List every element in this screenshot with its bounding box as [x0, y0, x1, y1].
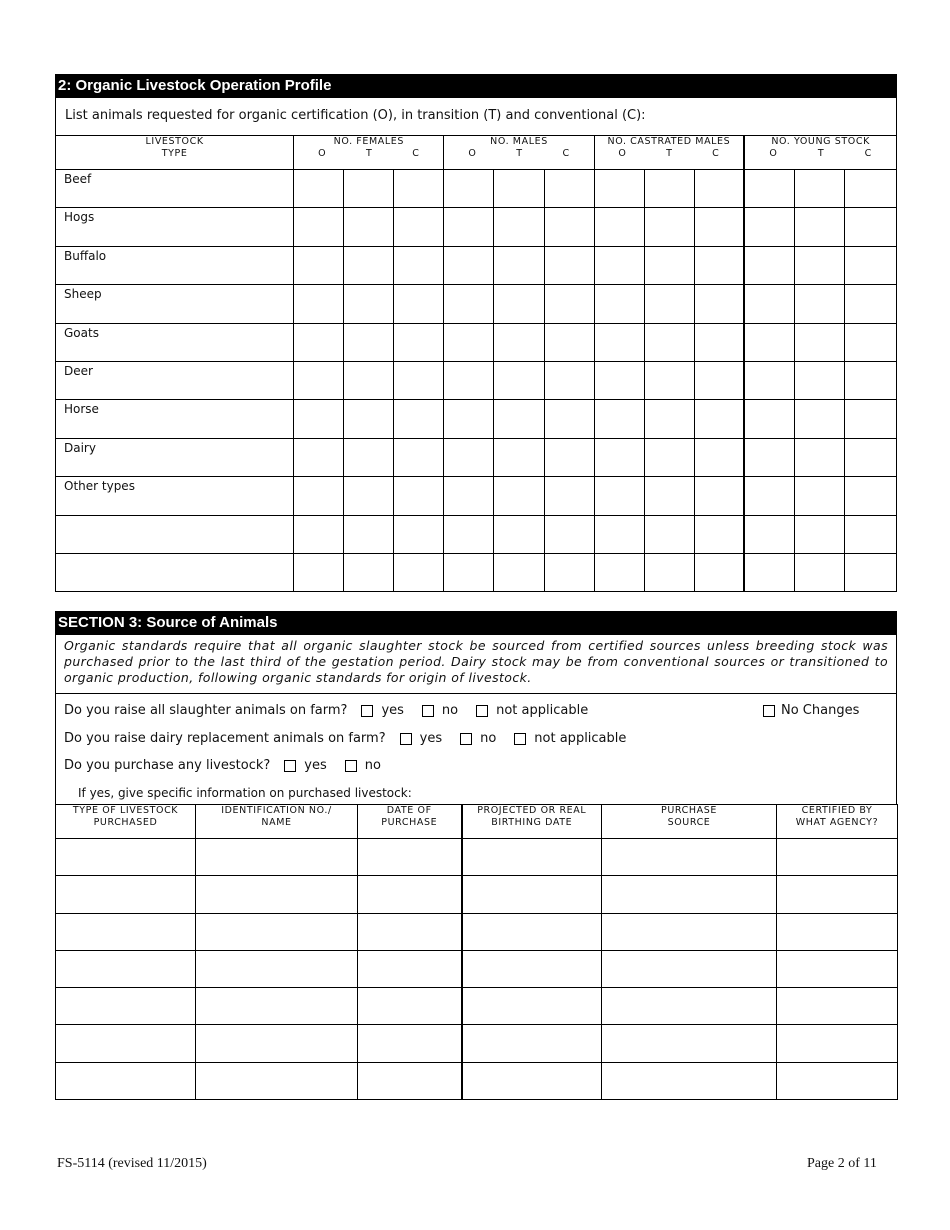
- page-number: Page 2 of 11: [807, 1156, 877, 1171]
- slaughter-yes-checkbox[interactable]: [361, 705, 373, 717]
- count-cell[interactable]: [594, 553, 644, 591]
- livestock-type-cell[interactable]: Dairy: [56, 438, 294, 476]
- section2-title: 2: Organic Livestock Operation Profile: [55, 74, 897, 97]
- purchased-cell[interactable]: [602, 1062, 777, 1099]
- count-cell[interactable]: [794, 285, 844, 323]
- if-yes-instruction: If yes, give specific information on purchased livestock:: [78, 786, 412, 800]
- count-cell[interactable]: [294, 515, 344, 553]
- question-slaughter: [64, 703, 592, 718]
- question-purchase-label: Do you purchase any livestock?: [64, 758, 271, 773]
- count-cell[interactable]: [344, 400, 394, 438]
- purchased-column-header: TYPE OF LIVESTOCK PURCHASED: [56, 805, 196, 839]
- purchase-yes-checkbox[interactable]: [284, 760, 296, 772]
- no-changes-label: No Changes: [781, 703, 860, 718]
- count-cell[interactable]: [494, 553, 544, 591]
- purchased-cell[interactable]: [358, 913, 462, 950]
- purchased-cell[interactable]: [602, 1025, 777, 1062]
- livestock-type-cell[interactable]: Deer: [56, 361, 294, 399]
- purchased-cell[interactable]: [777, 988, 898, 1025]
- count-cell[interactable]: [444, 246, 494, 284]
- count-cell[interactable]: [794, 477, 844, 515]
- purchased-cell[interactable]: [777, 839, 898, 876]
- count-cell[interactable]: [844, 285, 896, 323]
- purchased-row: [56, 988, 898, 1025]
- count-cell[interactable]: [844, 246, 896, 284]
- question-purchase: [64, 758, 385, 773]
- count-cell[interactable]: [794, 553, 844, 591]
- purchased-cell[interactable]: [358, 839, 462, 876]
- purchased-cell[interactable]: [56, 1062, 196, 1099]
- count-cell[interactable]: [844, 477, 896, 515]
- count-cell[interactable]: [544, 553, 594, 591]
- option-label: yes: [381, 703, 404, 718]
- dairy-yes-checkbox[interactable]: [400, 733, 412, 745]
- count-cell[interactable]: [344, 170, 394, 208]
- count-cell[interactable]: [844, 170, 896, 208]
- count-cell[interactable]: [594, 361, 644, 399]
- count-cell[interactable]: [744, 400, 794, 438]
- count-cell[interactable]: [844, 553, 896, 591]
- castrated-males-header: NO. CASTRATED MALES O T C: [594, 136, 744, 170]
- count-cell[interactable]: [794, 515, 844, 553]
- count-cell[interactable]: [694, 477, 744, 515]
- no-changes: [763, 703, 859, 718]
- count-cell[interactable]: [394, 208, 444, 246]
- count-cell[interactable]: [394, 246, 444, 284]
- count-cell[interactable]: [494, 246, 544, 284]
- count-cell[interactable]: [494, 208, 544, 246]
- purchased-cell[interactable]: [462, 1062, 602, 1099]
- livestock-type-cell[interactable]: [56, 553, 294, 591]
- purchased-cell[interactable]: [462, 913, 602, 950]
- count-cell[interactable]: [844, 361, 896, 399]
- males-header: NO. MALES O T C: [444, 136, 594, 170]
- purchased-cell[interactable]: [358, 1025, 462, 1062]
- purchased-row: [56, 1062, 898, 1099]
- count-cell[interactable]: [544, 438, 594, 476]
- count-cell[interactable]: [644, 477, 694, 515]
- count-cell[interactable]: [344, 323, 394, 361]
- count-cell[interactable]: [694, 170, 744, 208]
- section3-title: SECTION 3: Source of Animals: [55, 611, 897, 634]
- count-cell[interactable]: [544, 361, 594, 399]
- count-cell[interactable]: [544, 400, 594, 438]
- livestock-row: [56, 438, 897, 476]
- count-cell[interactable]: [394, 323, 444, 361]
- livestock-type-cell[interactable]: [56, 515, 294, 553]
- count-cell[interactable]: [494, 361, 544, 399]
- count-cell[interactable]: [444, 477, 494, 515]
- purchased-column-header: DATE OF PURCHASE: [358, 805, 462, 839]
- count-cell[interactable]: [594, 285, 644, 323]
- count-cell[interactable]: [744, 246, 794, 284]
- purchased-cell[interactable]: [196, 876, 358, 913]
- count-cell[interactable]: [744, 515, 794, 553]
- count-cell[interactable]: [794, 170, 844, 208]
- count-cell[interactable]: [744, 285, 794, 323]
- purchased-cell[interactable]: [56, 913, 196, 950]
- count-cell[interactable]: [644, 515, 694, 553]
- count-cell[interactable]: [344, 246, 394, 284]
- dairy-no-checkbox[interactable]: [460, 733, 472, 745]
- purchased-cell[interactable]: [602, 839, 777, 876]
- livestock-type-header: LIVESTOCK TYPE: [56, 136, 294, 170]
- purchased-cell[interactable]: [777, 876, 898, 913]
- purchase-no-checkbox[interactable]: [345, 760, 357, 772]
- purchased-cell[interactable]: [602, 876, 777, 913]
- purchased-cell[interactable]: [777, 1062, 898, 1099]
- count-cell[interactable]: [294, 477, 344, 515]
- count-cell[interactable]: [444, 515, 494, 553]
- count-cell[interactable]: [494, 323, 544, 361]
- livestock-type-cell[interactable]: Hogs: [56, 208, 294, 246]
- young-stock-header: NO. YOUNG STOCK O T C: [744, 136, 896, 170]
- purchased-cell[interactable]: [602, 988, 777, 1025]
- count-cell[interactable]: [644, 553, 694, 591]
- purchased-cell[interactable]: [56, 839, 196, 876]
- count-cell[interactable]: [644, 361, 694, 399]
- purchased-cell[interactable]: [358, 988, 462, 1025]
- count-cell[interactable]: [744, 553, 794, 591]
- count-cell[interactable]: [444, 323, 494, 361]
- count-cell[interactable]: [544, 515, 594, 553]
- count-cell[interactable]: [844, 438, 896, 476]
- count-cell[interactable]: [594, 246, 644, 284]
- count-cell[interactable]: [294, 285, 344, 323]
- section2-instruction: List animals requested for organic certification (O), in transition (T) and conventional (C):: [55, 97, 897, 136]
- purchased-cell[interactable]: [358, 876, 462, 913]
- count-cell[interactable]: [844, 208, 896, 246]
- count-cell[interactable]: [644, 438, 694, 476]
- livestock-row: [56, 400, 897, 438]
- purchased-column-header: PURCHASE SOURCE: [602, 805, 777, 839]
- count-cell[interactable]: [594, 515, 644, 553]
- form-id: FS-5114 (revised 11/2015): [57, 1156, 207, 1171]
- count-cell[interactable]: [344, 285, 394, 323]
- count-cell[interactable]: [744, 361, 794, 399]
- section3-note-box: [55, 634, 897, 694]
- livestock-type-cell[interactable]: Goats: [56, 323, 294, 361]
- count-cell[interactable]: [294, 246, 344, 284]
- purchased-cell[interactable]: [196, 839, 358, 876]
- count-cell[interactable]: [694, 323, 744, 361]
- count-cell[interactable]: [344, 515, 394, 553]
- count-cell[interactable]: [394, 285, 444, 323]
- option-label: no: [441, 703, 459, 718]
- count-cell[interactable]: [494, 477, 544, 515]
- option-label: not applicable: [534, 731, 627, 746]
- livestock-type-cell[interactable]: Beef: [56, 170, 294, 208]
- count-cell[interactable]: [294, 438, 344, 476]
- count-cell[interactable]: [494, 438, 544, 476]
- count-cell[interactable]: [594, 400, 644, 438]
- count-cell[interactable]: [294, 361, 344, 399]
- count-cell[interactable]: [294, 400, 344, 438]
- count-cell[interactable]: [694, 553, 744, 591]
- purchased-row: [56, 876, 898, 913]
- count-cell[interactable]: [394, 361, 444, 399]
- count-cell[interactable]: [594, 170, 644, 208]
- question-dairy-label: Do you raise dairy replacement animals on farm?: [64, 731, 386, 746]
- livestock-row: [56, 515, 897, 553]
- count-cell[interactable]: [494, 170, 544, 208]
- count-cell[interactable]: [394, 553, 444, 591]
- count-cell[interactable]: [444, 208, 494, 246]
- count-cell[interactable]: [494, 400, 544, 438]
- purchased-row: [56, 913, 898, 950]
- count-cell[interactable]: [294, 170, 344, 208]
- purchased-cell[interactable]: [358, 950, 462, 987]
- count-cell[interactable]: [694, 361, 744, 399]
- count-cell[interactable]: [694, 515, 744, 553]
- livestock-type-cell[interactable]: Sheep: [56, 285, 294, 323]
- dairy-na-checkbox[interactable]: [514, 733, 526, 745]
- purchased-cell[interactable]: [196, 988, 358, 1025]
- purchased-column-header: PROJECTED OR REAL BIRTHING DATE: [462, 805, 602, 839]
- purchased-cell[interactable]: [196, 1025, 358, 1062]
- count-cell[interactable]: [344, 208, 394, 246]
- females-header: NO. FEMALES O T C: [294, 136, 444, 170]
- count-cell[interactable]: [394, 477, 444, 515]
- livestock-row: [56, 553, 897, 591]
- purchased-cell[interactable]: [462, 876, 602, 913]
- option-label: yes: [304, 758, 327, 773]
- purchased-cell[interactable]: [196, 913, 358, 950]
- purchased-row: [56, 839, 898, 876]
- livestock-table: [55, 135, 897, 592]
- option-label: not applicable: [496, 703, 589, 718]
- count-cell[interactable]: [444, 400, 494, 438]
- count-cell[interactable]: [694, 208, 744, 246]
- option-label: yes: [419, 731, 443, 746]
- count-cell[interactable]: [644, 170, 694, 208]
- purchased-cell[interactable]: [56, 876, 196, 913]
- slaughter-no-checkbox[interactable]: [422, 705, 434, 717]
- livestock-row: [56, 477, 897, 515]
- count-cell[interactable]: [444, 170, 494, 208]
- livestock-row: [56, 170, 897, 208]
- count-cell[interactable]: [744, 477, 794, 515]
- purchased-cell[interactable]: [196, 1062, 358, 1099]
- purchased-livestock-table: [55, 804, 898, 1100]
- livestock-type-cell[interactable]: Other types: [56, 477, 294, 515]
- count-cell[interactable]: [294, 323, 344, 361]
- question-slaughter-label: Do you raise all slaughter animals on farm?: [64, 703, 348, 718]
- count-cell[interactable]: [844, 323, 896, 361]
- count-cell[interactable]: [794, 400, 844, 438]
- count-cell[interactable]: [794, 323, 844, 361]
- count-cell[interactable]: [394, 515, 444, 553]
- purchased-cell[interactable]: [602, 950, 777, 987]
- purchased-cell[interactable]: [56, 950, 196, 987]
- purchased-cell[interactable]: [56, 988, 196, 1025]
- count-cell[interactable]: [344, 438, 394, 476]
- purchased-cell[interactable]: [777, 950, 898, 987]
- count-cell[interactable]: [344, 553, 394, 591]
- section3-note: Organic standards require that all organic slaughter stock be sourced from certified sources unless breeding stock was purchased prior to the last third of the gestation period. Dairy stock may be from conventional sources or transitioned to organic production, following organic standards for origin of livestock.: [64, 638, 888, 685]
- count-cell[interactable]: [694, 246, 744, 284]
- count-cell[interactable]: [394, 400, 444, 438]
- count-cell[interactable]: [694, 285, 744, 323]
- purchased-cell[interactable]: [777, 1025, 898, 1062]
- count-cell[interactable]: [544, 323, 594, 361]
- count-cell[interactable]: [644, 208, 694, 246]
- purchased-cell[interactable]: [358, 1062, 462, 1099]
- livestock-row: [56, 285, 897, 323]
- count-cell[interactable]: [494, 285, 544, 323]
- count-cell[interactable]: [394, 170, 444, 208]
- count-cell[interactable]: [844, 400, 896, 438]
- purchased-table-header: [56, 805, 898, 839]
- purchased-cell[interactable]: [462, 950, 602, 987]
- count-cell[interactable]: [344, 361, 394, 399]
- livestock-row: [56, 323, 897, 361]
- purchased-cell[interactable]: [462, 1025, 602, 1062]
- count-cell[interactable]: [544, 246, 594, 284]
- count-cell[interactable]: [644, 246, 694, 284]
- count-cell[interactable]: [744, 170, 794, 208]
- count-cell[interactable]: [794, 438, 844, 476]
- purchased-cell[interactable]: [196, 950, 358, 987]
- livestock-type-cell[interactable]: Horse: [56, 400, 294, 438]
- count-cell[interactable]: [294, 553, 344, 591]
- purchased-column-header: CERTIFIED BY WHAT AGENCY?: [777, 805, 898, 839]
- count-cell[interactable]: [544, 208, 594, 246]
- purchased-cell[interactable]: [56, 1025, 196, 1062]
- purchased-cell[interactable]: [462, 988, 602, 1025]
- purchased-cell[interactable]: [462, 839, 602, 876]
- count-cell[interactable]: [644, 285, 694, 323]
- count-cell[interactable]: [444, 553, 494, 591]
- livestock-table-header: [56, 136, 897, 170]
- option-label: no: [364, 758, 381, 773]
- count-cell[interactable]: [844, 515, 896, 553]
- count-cell[interactable]: [694, 400, 744, 438]
- option-label: no: [480, 731, 497, 746]
- count-cell[interactable]: [794, 361, 844, 399]
- count-cell[interactable]: [644, 400, 694, 438]
- purchased-row: [56, 1025, 898, 1062]
- count-cell[interactable]: [544, 285, 594, 323]
- count-cell[interactable]: [594, 438, 644, 476]
- count-cell[interactable]: [744, 208, 794, 246]
- count-cell[interactable]: [794, 246, 844, 284]
- livestock-row: [56, 246, 897, 284]
- count-cell[interactable]: [544, 477, 594, 515]
- count-cell[interactable]: [594, 323, 644, 361]
- count-cell[interactable]: [394, 438, 444, 476]
- livestock-row: [56, 361, 897, 399]
- purchased-column-header: IDENTIFICATION NO./ NAME: [196, 805, 358, 839]
- count-cell[interactable]: [444, 285, 494, 323]
- count-cell[interactable]: [444, 438, 494, 476]
- count-cell[interactable]: [744, 438, 794, 476]
- livestock-type-cell[interactable]: Buffalo: [56, 246, 294, 284]
- count-cell[interactable]: [594, 208, 644, 246]
- count-cell[interactable]: [744, 323, 794, 361]
- count-cell[interactable]: [694, 438, 744, 476]
- purchased-row: [56, 950, 898, 987]
- count-cell[interactable]: [494, 515, 544, 553]
- question-dairy: [64, 731, 630, 746]
- no-changes-checkbox[interactable]: [763, 705, 775, 717]
- livestock-row: [56, 208, 897, 246]
- count-cell[interactable]: [794, 208, 844, 246]
- count-cell[interactable]: [444, 361, 494, 399]
- count-cell[interactable]: [294, 208, 344, 246]
- count-cell[interactable]: [344, 477, 394, 515]
- count-cell[interactable]: [644, 323, 694, 361]
- count-cell[interactable]: [544, 170, 594, 208]
- slaughter-na-checkbox[interactable]: [476, 705, 488, 717]
- purchased-cell[interactable]: [777, 913, 898, 950]
- count-cell[interactable]: [594, 477, 644, 515]
- purchased-cell[interactable]: [602, 913, 777, 950]
